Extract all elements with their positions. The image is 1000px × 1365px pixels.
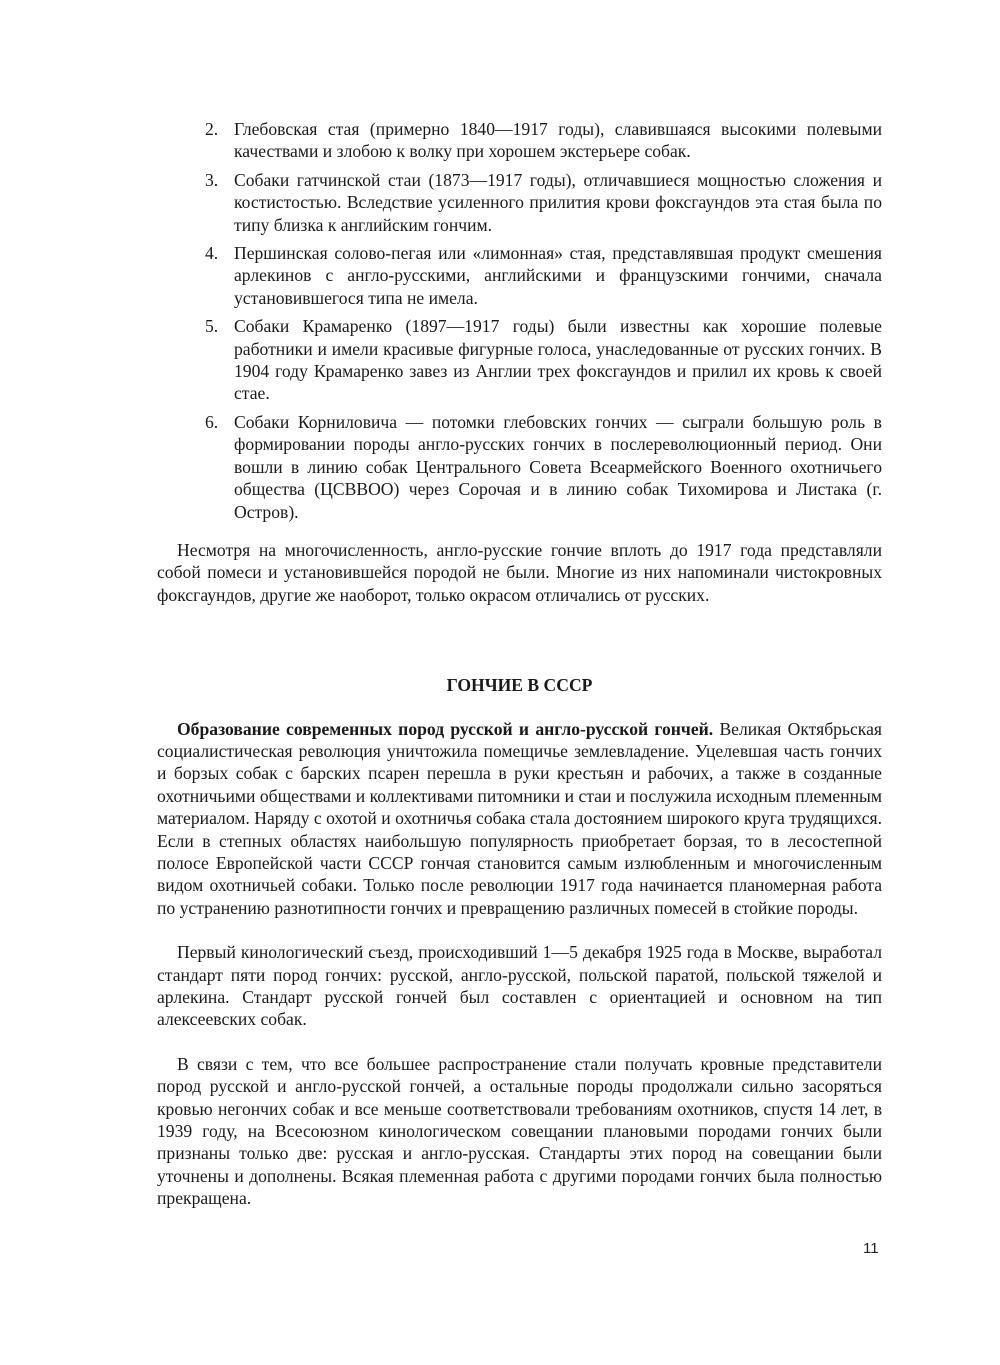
list-item-number: 5. — [205, 316, 219, 337]
list-item-number: 3. — [205, 169, 219, 190]
list-item-text: Глебовская стая (примерно 1840—1917 годы), славившаяся высокими полевыми качествами и злобою к волку при хорошем экстерьере собак. — [234, 119, 882, 162]
body-paragraph: Несмотря на многочисленность, англо-русские гончие вплоть до 1917 года представляли собой помеси и установившейся породой не были. Многие из них напоминали чистокровных фоксгаундов, другие же наоборот, только окрасом отличались от русских. — [157, 539, 882, 605]
body-paragraph: Первый кинологический съезд, происходивший 1—5 декабря 1925 года в Москве, выработал стандарт пяти пород гончих: русской, англо-русской, польской паратой, польской тяжелой и арлекина. Стандарт русской гончей был составлен с ориентацией и основном на тип алексеевских собак. — [157, 942, 882, 1030]
list-item — [157, 242, 882, 309]
list-item — [157, 315, 882, 405]
list-item-text: Собаки гатчинской стаи (1873—1917 годы), отличавшиеся мощностью сложения и костистостью. Вследствие усиленного прилития крови фоксгаундов эта стая была по типу близка к английским гончим. — [234, 169, 882, 235]
list-item-number: 4. — [205, 243, 219, 264]
paragraph-lead: Образование современных пород русской и англо-русской гончей. — [177, 718, 714, 739]
page-number: 11 — [863, 1240, 879, 1257]
section-heading: ГОНЧИЕ В СССР — [446, 675, 593, 696]
list-item-text: Собаки Крамаренко (1897—1917 годы) были известны как хорошие полевые работники и имели красивые фигурные голоса, унаследованные от русских гончих. В 1904 году Крамаренко завез из Англии трех фоксгаундов и прилил их кровь к своей стае. — [234, 316, 882, 404]
kennel-list — [157, 118, 882, 523]
list-item-text: Першинская солово-пегая или «лимонная» стая, представлявшая продукт смешения арлекинов с англо-русскими, английскими и французскими гончими, сначала установившегося типа не имела. — [234, 243, 882, 308]
body-paragraph — [157, 718, 882, 920]
body-paragraph: В связи с тем, что все большее распространение стали получать кровные представители пород русской и англо-русской гончей, а остальные породы продолжали сильно засоряться кровью негончих собак и все меньше соответствовали требованиям охотников, спустя 14 лет, в 1939 году, на Всесоюзном кинологическом совещании плановыми породами гончих были признаны только две: русская и англо-русская. Стандарты этих пород на совещании были уточнены и дополнены. Всякая племенная работа с другими породами гончих была полностью прекращена. — [157, 1053, 882, 1209]
list-item-number: 6. — [205, 411, 219, 432]
list-item — [157, 118, 882, 163]
list-item — [157, 411, 882, 523]
page-content — [157, 118, 882, 1210]
list-item — [157, 169, 882, 236]
list-item-number: 2. — [205, 119, 219, 139]
list-item-text: Собаки Корниловича — потомки глебовских гончих — сыграли большую роль в формировании породы англо-русских гончих в послереволюционный период. Они вошли в линию собак Центрального Совета Всеармейского Военного охотничьего общества (ЦСВВОО) через Сорочая и в линию собак Тихомирова и Листака (г. Остров). — [234, 411, 882, 522]
paragraph-text: Великая Октябрьская социалистическая революция уничтожила помещичье землевладение. Уцелевшая часть гончих и борзых собак с барских псарен перешла в руки крестьян и рабочих, а также в созданные охотничьими обществами и коллективами питомники и стаи и послужила исходным племенным материалом. Наряду с охотой и охотничья собака стала достоянием широкого круга трудящихся. Если в степных областях наибольшую популярность приобретает борзая, то в лесостепной полосе Европейской части СССР гончая становится самым излюбленным и многочисленным видом охотничьей собаки. Только после революции 1917 года начинается планомерная работа по устранению разнотипности гончих и превращению различных помесей в стойкие породы. — [157, 718, 882, 918]
